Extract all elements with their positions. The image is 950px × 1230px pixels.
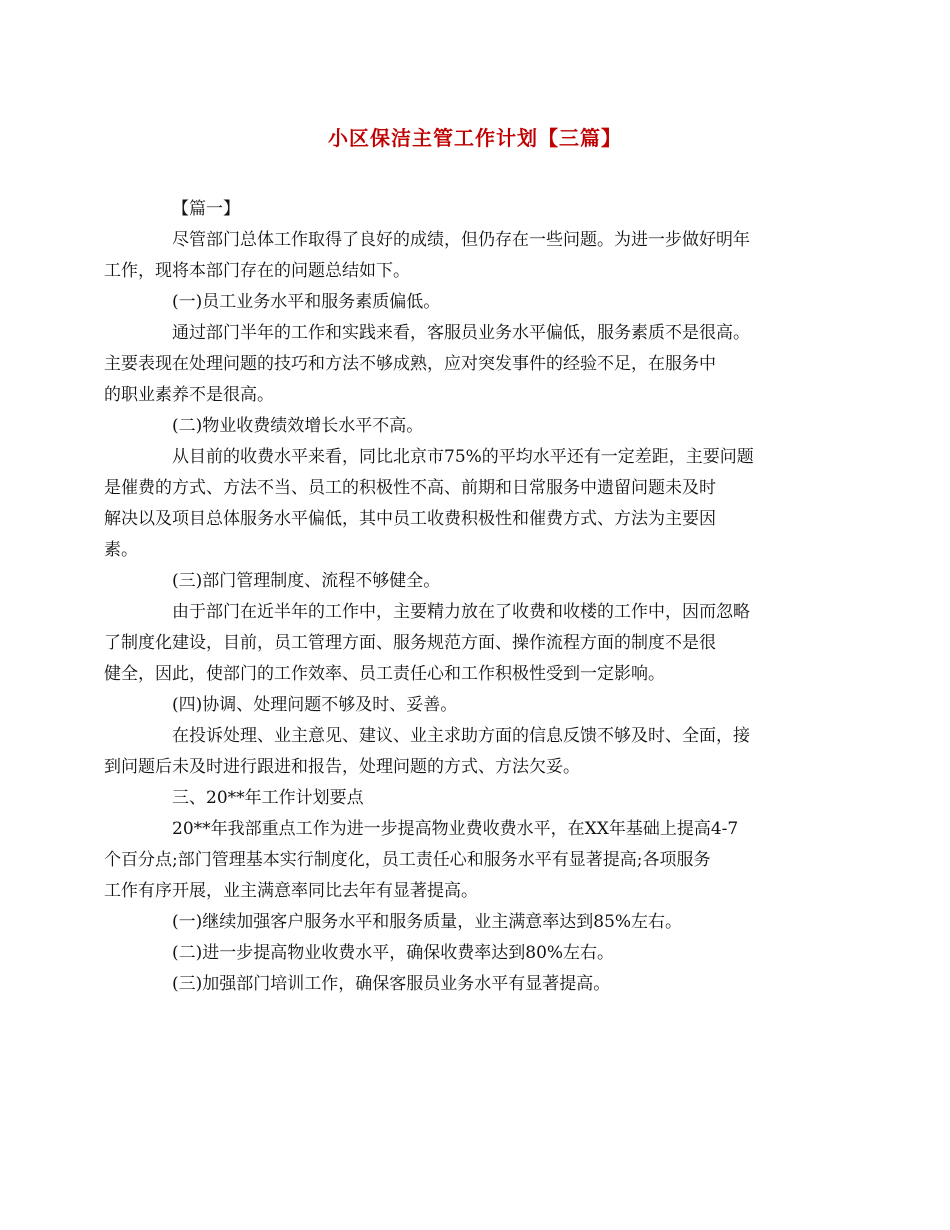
paragraph [104,442,814,566]
text-line: 工作有序开展，业主满意率同比去年有显著提高。 [104,881,478,901]
paragraph [104,318,814,411]
text-line: 三、20**年工作计划要点 [172,788,364,808]
text-line: 【篇一】 [172,199,240,219]
paragraph [138,566,814,597]
document-body [104,194,814,1000]
text-line: 的职业素养不是很高。 [104,385,274,405]
text-line: (三)部门管理制度、流程不够健全。 [172,571,441,591]
paragraph [138,969,814,1000]
text-line: 尽管部门总体工作取得了良好的成绩，但仍存在一些问题。为进一步做好明年 [172,230,750,250]
text-line: 通过部门半年的工作和实践来看，客服员业务水平偏低，服务素质不是很高。 [172,323,750,343]
paragraph [138,194,814,225]
paragraph [104,814,814,907]
text-line: 了制度化建设，目前，员工管理方面、服务规范方面、操作流程方面的制度不是很 [104,633,716,653]
text-line: 到问题后未及时进行跟进和报告，处理问题的方式、方法欠妥。 [104,757,580,777]
paragraph [138,938,814,969]
paragraph [138,690,814,721]
text-line: 是催费的方式、方法不当、员工的积极性不高、前期和日常服务中遗留问题未及时 [104,478,716,498]
text-line: 从目前的收费水平来看，同比北京市75%的平均水平还有一定差距，主要问题 [172,447,754,467]
text-line: 个百分点;部门管理基本实行制度化，员工责任心和服务水平有显著提高;各项服务 [104,850,711,870]
paragraph [138,411,814,442]
text-line: (三)加强部门培训工作，确保客服员业务水平有显著提高。 [172,974,611,994]
text-line: (一)员工业务水平和服务素质偏低。 [172,292,441,312]
paragraph [138,907,814,938]
text-line: (二)物业收费绩效增长水平不高。 [172,416,424,436]
text-line: 由于部门在近半年的工作中，主要精力放在了收费和收楼的工作中，因而忽略 [172,602,750,622]
text-line: 20**年我部重点工作为进一步提高物业费收费水平，在XX年基础上提高4-7 [172,819,739,839]
document-title: 小区保洁主管工作计划【三篇】 [328,126,622,150]
text-line: (四)协调、处理问题不够及时、妥善。 [172,695,458,715]
text-line: 健全，因此，使部门的工作效率、员工责任心和工作积极性受到一定影响。 [104,664,665,684]
text-line: (一)继续加强客户服务水平和服务质量，业主满意率达到85%左右。 [172,912,683,932]
text-line: 素。 [104,540,138,560]
text-line: 在投诉处理、业主意见、建议、业主求助方面的信息反馈不够及时、全面，接 [172,726,750,746]
paragraph [138,783,814,814]
text-line: (二)进一步提高物业收费水平，确保收费率达到80%左右。 [172,943,615,963]
paragraph [104,721,814,783]
paragraph [104,225,814,287]
text-line: 主要表现在处理问题的技巧和方法不够成熟，应对突发事件的经验不足，在服务中 [104,354,716,374]
text-line: 解决以及项目总体服务水平偏低，其中员工收费积极性和催费方式、方法为主要因 [104,509,716,529]
paragraph [104,597,814,690]
paragraph [138,287,814,318]
text-line: 工作，现将本部门存在的问题总结如下。 [104,261,410,281]
